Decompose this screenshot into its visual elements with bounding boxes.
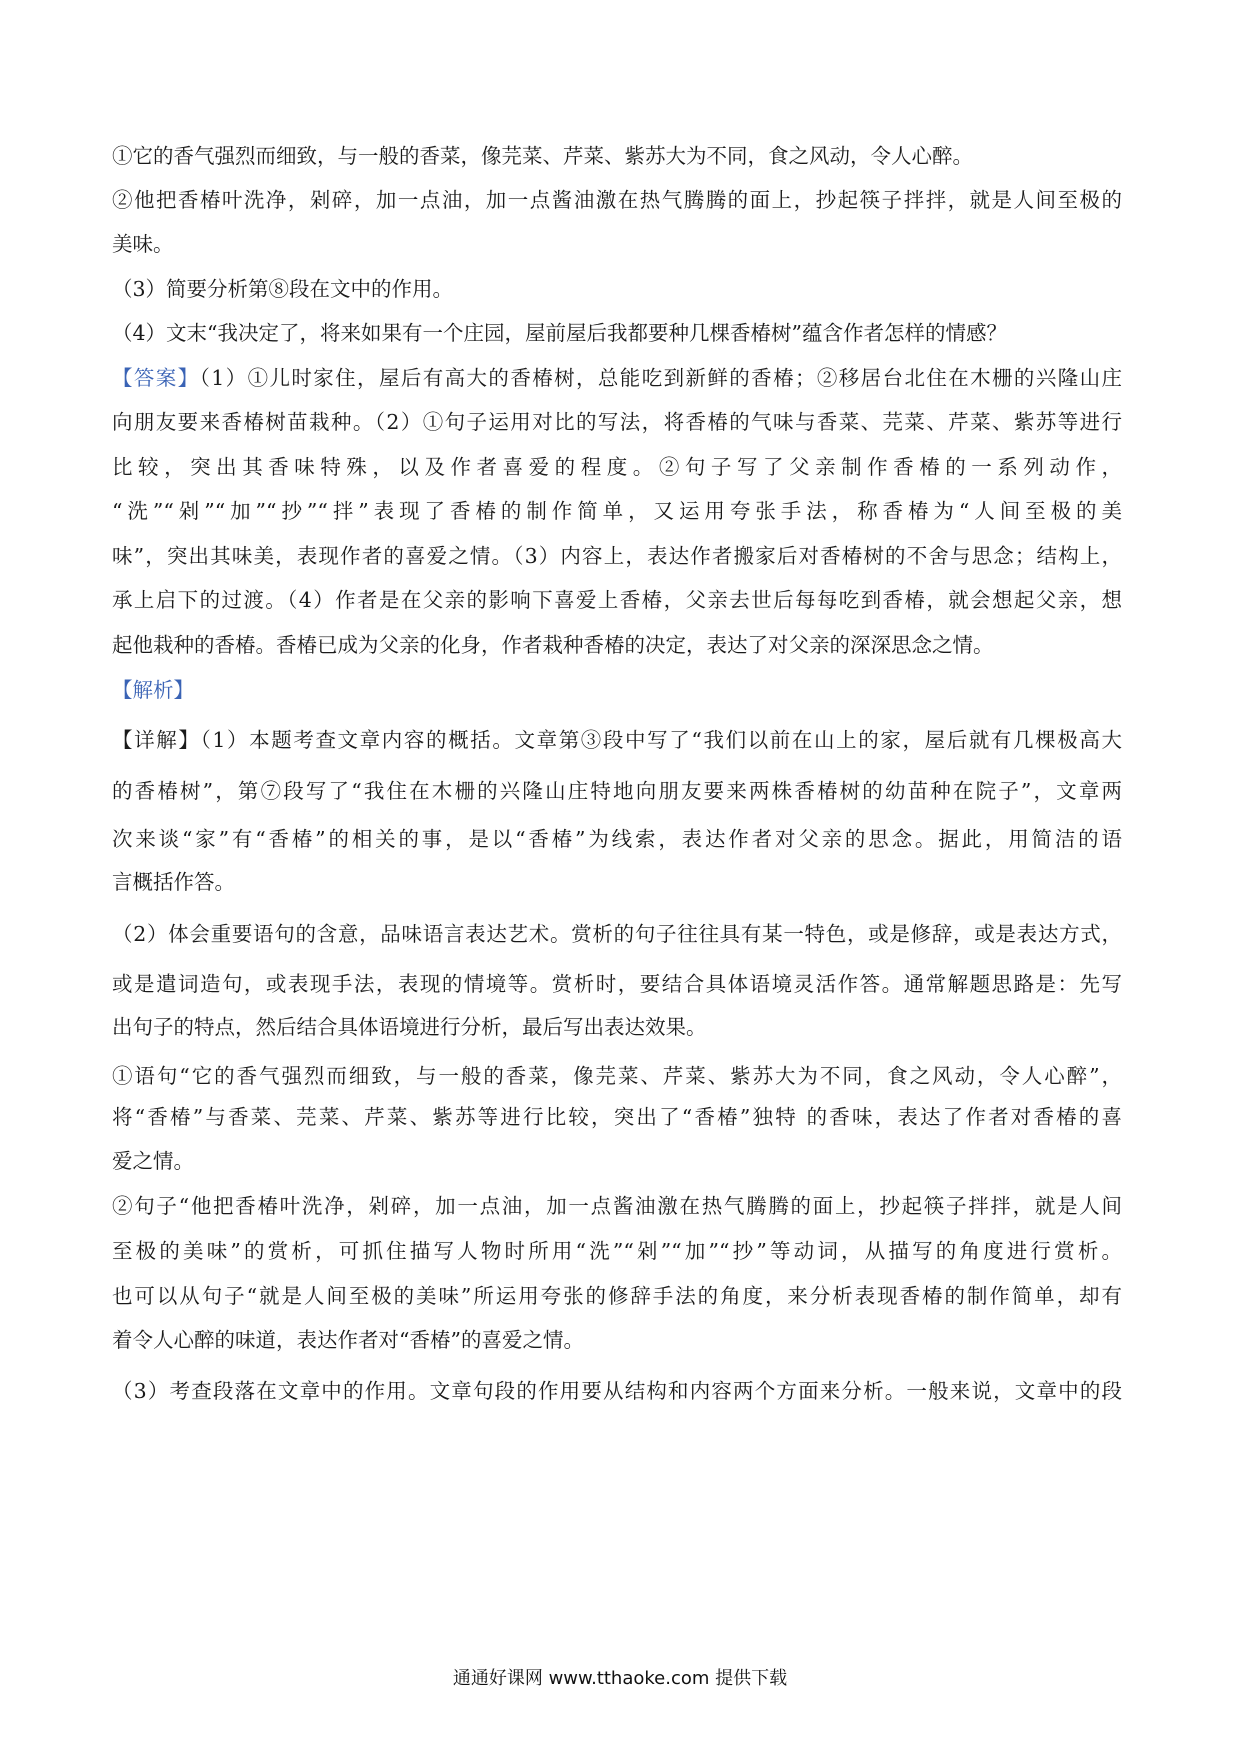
detail-line-7: 出句子的特点，然后结合具体语境进行分析，最后写出表达效果。 xyxy=(112,1015,707,1039)
detail-line-3: 次来谈“家”有“香椿”的相关的事，是以“香椿”为线索，表达作者对父亲的思念。据此，用简洁的语 xyxy=(112,827,1122,851)
question-4: （4）文末“我决定了，将来如果有一个庄园，屋前屋后我都要种几棵香椿树”蕴含作者怎样的情感？ xyxy=(112,321,1008,345)
question-item-2-2-cont: 美味。 xyxy=(112,232,174,256)
question-item-2-2: ②他把香椿叶洗净，剁碎，加一点油，加一点酱油激在热气腾腾的面上，抄起筷子拌拌，就是人间至极的 xyxy=(112,188,1122,212)
detail-line-8: ①语句“它的香气强烈而细致，与一般的香菜，像芫菜、芹菜、紫苏大为不同，食之风动，令人心醉”， xyxy=(112,1064,1122,1088)
analysis-tag: 【解析】 xyxy=(112,678,194,702)
detail-text: （1）本题考查文章内容的概括。文章第③段中写了“我们以前在山上的家，屋后就有几棵极高大 xyxy=(200,728,1123,752)
detail-line-4: 言概括作答。 xyxy=(112,870,235,894)
answer-line-5: 味”，突出其味美，表现作者的喜爱之情。（3）内容上，表达作者搬家后对香椿树的不舍与思念；结构上， xyxy=(112,544,1122,568)
detail-tag: 【详解】 xyxy=(112,728,201,752)
detail-line-14: 着令人心醉的味道，表达作者对“香椿”的喜爱之情。 xyxy=(112,1328,584,1352)
detail-line-13: 也可以从句子“就是人间至极的美味”所运用夸张的修辞手法的角度，来分析表现香椿的制作简单，却有 xyxy=(112,1284,1122,1308)
detail-line-6: 或是遣词造句，或表现手法，表现的情境等。赏析时，要结合具体语境灵活作答。通常解题思路是：先写 xyxy=(112,972,1122,996)
detail-line-11: ②句子“他把香椿叶洗净，剁碎，加一点油，加一点酱油激在热气腾腾的面上，抄起筷子拌拌，就是人间 xyxy=(112,1194,1122,1218)
question-3: （3）简要分析第⑧段在文中的作用。 xyxy=(112,277,454,301)
question-item-2-1: ①它的香气强烈而细致，与一般的香菜，像芫菜、芹菜、紫苏大为不同，食之风动，令人心醉。 xyxy=(112,144,973,168)
detail-line-2: 的香椿树”，第⑦段写了“我住在木栅的兴隆山庄特地向朋友要来两株香椿树的幼苗种在院子”，文章两 xyxy=(112,779,1122,803)
detail-line-10: 爱之情。 xyxy=(112,1149,194,1173)
answer-line-1 xyxy=(112,364,1122,392)
detail-line-9: 将“香椿”与香菜、芫菜、芹菜、紫苏等进行比较，突出了“香椿”独特 的香味，表达了作者对香椿的喜 xyxy=(112,1105,1122,1129)
answer-line-4: “洗”“剁”“加”“抄”“拌”表现了香椿的制作简单，又运用夸张手法，称香椿为“人间至极的美 xyxy=(112,499,1122,523)
detail-line-12: 至极的美味”的赏析，可抓住描写人物时所用“洗”“剁”“加”“抄”等动词，从描写的角度进行赏析。 xyxy=(112,1239,1122,1263)
answer-line-2: 向朋友要来香椿树苗栽种。（2）①句子运用对比的写法，将香椿的气味与香菜、芫菜、芹菜、紫苏等进行 xyxy=(112,410,1122,434)
page-footer: 通通好课网 www.tthaoke.com 提供下载 xyxy=(452,1668,788,1689)
detail-line-5: （2）体会重要语句的含意，品味语言表达艺术。赏析的句子往往具有某一特色，或是修辞，或是表达方式， xyxy=(112,922,1122,946)
detail-line-15: （3）考查段落在文章中的作用。文章句段的作用要从结构和内容两个方面来分析。一般来说，文章中的段 xyxy=(112,1379,1122,1403)
answer-line-3: 比较，突出其香味特殊，以及作者喜爱的程度。②句子写了父亲制作香椿的一系列动作， xyxy=(112,455,1122,479)
detail-line-1 xyxy=(112,726,1122,754)
answer-line-7: 起他栽种的香椿。香椿已成为父亲的化身，作者栽种香椿的决定，表达了对父亲的深深思念之情。 xyxy=(112,633,994,657)
answer-text: （1）①儿时家住，屋后有高大的香椿树，总能吃到新鲜的香椿；②移居台北住在木栅的兴隆山庄 xyxy=(199,366,1123,390)
answer-tag: 【答案】 xyxy=(112,366,200,390)
answer-line-6: 承上启下的过渡。（4）作者是在父亲的影响下喜爱上香椿，父亲去世后每每吃到香椿，就会想起父亲，想 xyxy=(112,588,1122,612)
